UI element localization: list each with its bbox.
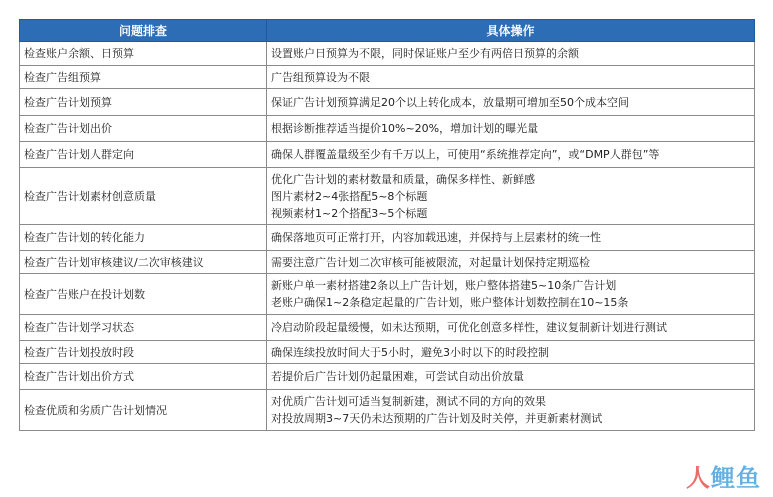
issue-cell: 检查广告计划的转化能力: [20, 225, 267, 251]
table-row: [20, 390, 755, 431]
action-line: 确保连续投放时间大于5小时，避免3小时以下的时段控制: [271, 345, 549, 359]
action-line: 保证广告计划预算满足20个以上转化成本，放量期可增加至50个成本空间: [271, 95, 629, 109]
table-row: [20, 341, 755, 364]
action-cell: [267, 341, 755, 364]
action-line: 优化广告计划的素材数量和质量，确保多样性、新鲜感: [271, 172, 535, 186]
action-cell: [267, 364, 755, 390]
troubleshooting-table: [19, 19, 755, 431]
issue-cell: 检查广告账户在投计划数: [20, 274, 267, 315]
action-line: 广告组预算设为不限: [271, 70, 370, 84]
table-row: [20, 116, 755, 142]
table-row: [20, 274, 755, 315]
issue-cell: 检查广告计划学习状态: [20, 315, 267, 341]
header-action: 具体操作: [267, 20, 755, 42]
table-row: [20, 66, 755, 89]
table-row: [20, 168, 755, 225]
table-row: [20, 251, 755, 274]
action-cell: [267, 66, 755, 89]
action-line: 确保人群覆盖量级至少有千万以上，可使用“系统推荐定向”，或“DMP人群包”等: [271, 148, 660, 161]
table-row: [20, 225, 755, 251]
action-cell: [267, 168, 755, 225]
action-line: 若提价后广告计划仍起量困难，可尝试自动出价放量: [271, 370, 524, 383]
action-cell: [267, 142, 755, 168]
issue-cell: 检查广告计划出价方式: [20, 364, 267, 390]
action-cell: [267, 89, 755, 116]
action-cell: [267, 42, 755, 66]
issue-cell: 检查账户余额、日预算: [20, 42, 267, 66]
table-row: [20, 364, 755, 390]
action-line: 新账户单一素材搭建2条以上广告计划，账户整体搭建5~10条广告计划: [271, 279, 617, 292]
action-cell: [267, 251, 755, 274]
action-line: 对投放周期3~7天仍未达预期的广告计划及时关停，并更新素材测试: [271, 412, 603, 425]
action-cell: [267, 390, 755, 431]
issue-cell: 检查广告组预算: [20, 66, 267, 89]
action-line: 图片素材2~4张搭配5~8个标题: [271, 189, 428, 203]
action-cell: [267, 315, 755, 341]
action-line: 老账户确保1~2条稳定起量的广告计划，账户整体计划数控制在10~15条: [271, 296, 629, 309]
action-cell: [267, 274, 755, 315]
action-cell: [267, 225, 755, 251]
action-line: 根据诊断推荐适当提价10%~20%，增加计划的曝光量: [271, 122, 539, 135]
table-row: [20, 42, 755, 66]
table-header-row: [20, 20, 755, 42]
action-cell: [267, 116, 755, 142]
action-line: 设置账户日预算为不限，同时保证账户至少有两倍日预算的余额: [271, 47, 579, 60]
action-line: 冷启动阶段起量缓慢，如未达预期，可优化创意多样性，建议复制新计划进行测试: [271, 321, 667, 334]
table-row: [20, 142, 755, 168]
issue-cell: 检查广告计划素材创意质量: [20, 168, 267, 225]
issue-cell: 检查优质和劣质广告计划情况: [20, 390, 267, 431]
header-issue: 问题排查: [20, 20, 267, 42]
issue-cell: 检查广告计划人群定向: [20, 142, 267, 168]
action-line: 确保落地页可正常打开，内容加载迅速，并保持与上层素材的统一性: [271, 231, 601, 244]
issue-cell: 检查广告计划审核建议/二次审核建议: [20, 251, 267, 274]
issue-cell: 检查广告计划投放时段: [20, 341, 267, 364]
action-line: 需要注意广告计划二次审核可能被限流，对起量计划保持定期巡检: [271, 255, 590, 269]
action-line: 视频素材1~2个搭配3~5个标题: [271, 206, 428, 220]
action-line: 对优质广告计划可适当复制新建，测试不同的方向的效果: [271, 395, 546, 408]
table-row: [20, 89, 755, 116]
table-row: [20, 315, 755, 341]
issue-cell: 检查广告计划出价: [20, 116, 267, 142]
issue-cell: 检查广告计划预算: [20, 89, 267, 116]
watermark-logo: 人鲤鱼: [686, 464, 761, 492]
